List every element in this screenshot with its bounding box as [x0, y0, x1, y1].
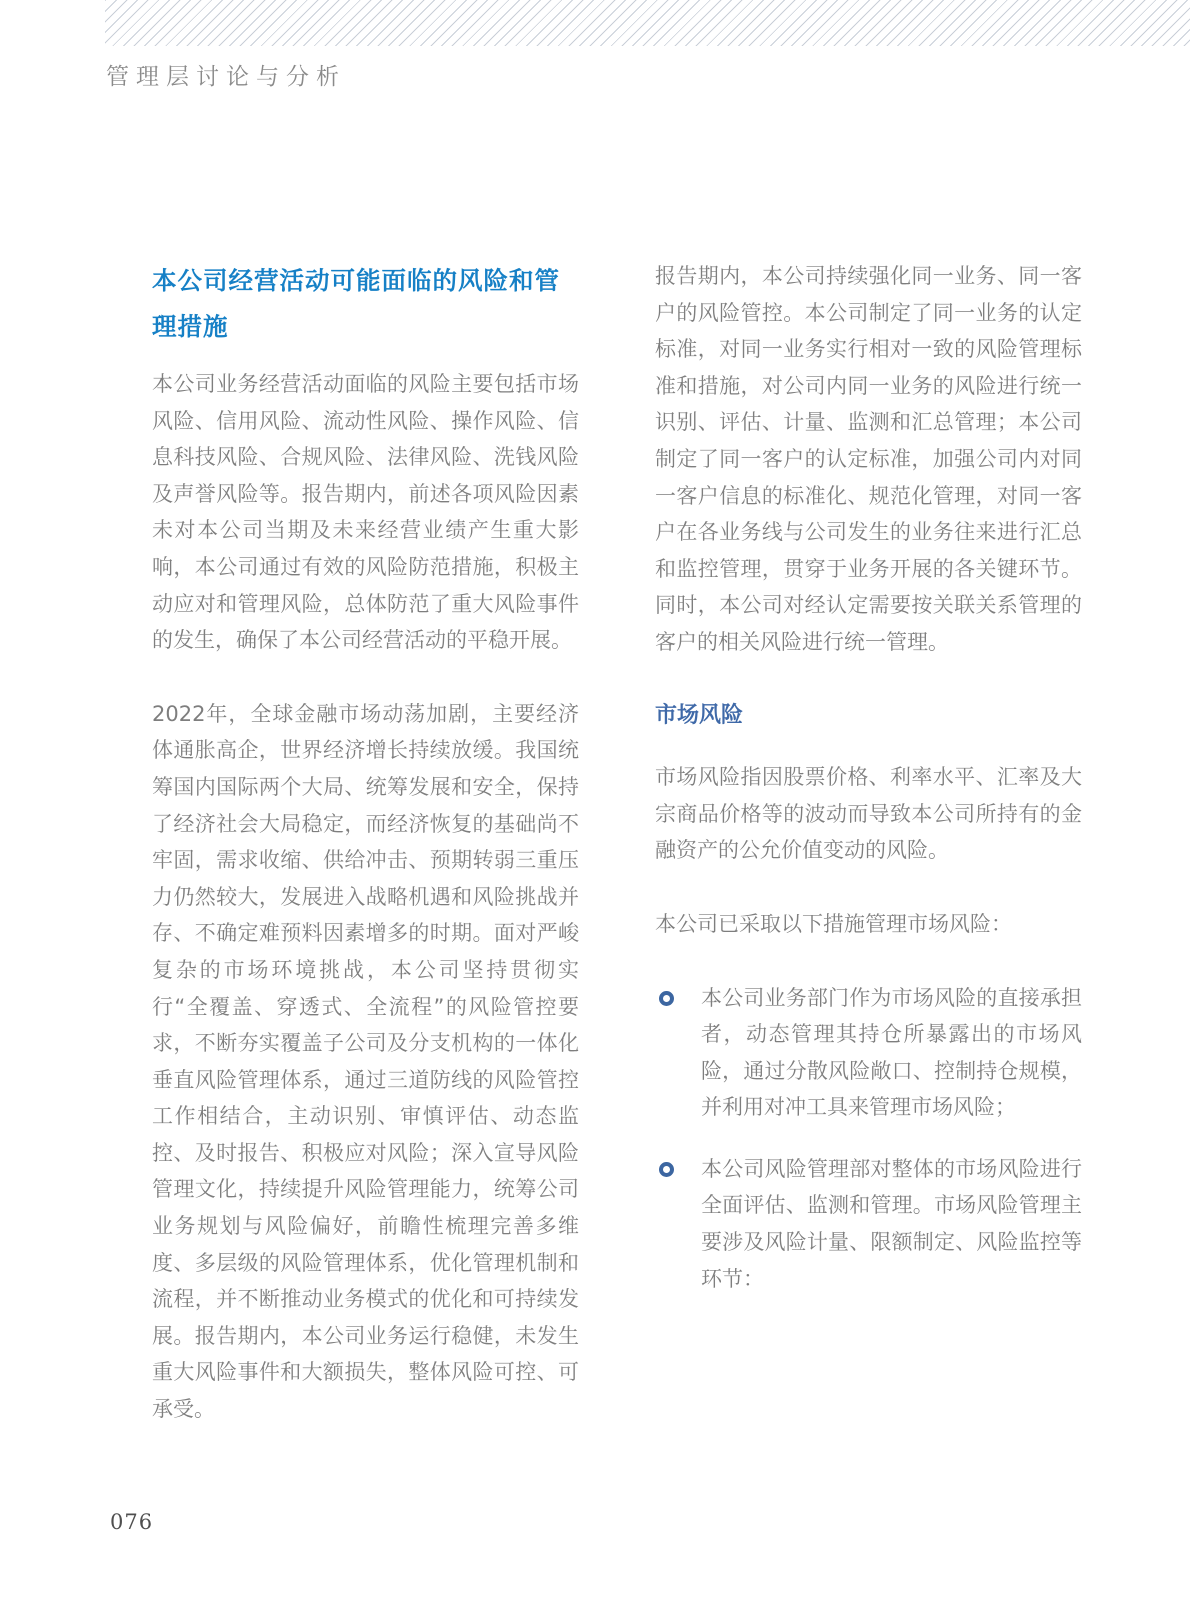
ring-bullet-icon	[659, 1162, 674, 1177]
list-item-text: 本公司风险管理部对整体的市场风险进行全面评估、监测和管理。市场风险管理主要涉及风险计量、限额制定、风险监控等环节：	[701, 1156, 1082, 1291]
list-item	[655, 1151, 1082, 1297]
section-title-risks-and-measures: 本公司经营活动可能面临的风险和管理措施	[152, 266, 560, 341]
right-column	[655, 258, 1082, 1297]
paragraph-2022-environment: 2022年，全球金融市场动荡加剧，主要经济体通胀高企，世界经济增长持续放缓。我国统筹国内国际两个大局、统筹发展和安全，保持了经济社会大局稳定，而经济恢复的基础尚不牢固，需求收缩、供给冲击、预期转弱三重压力仍然较大，发展进入战略机遇和风险挑战并存、不确定难预料因素增多的时期。面对严峻复杂的市场环境挑战，本公司坚持贯彻实行“全覆盖、穿透式、全流程”的风险管控要求，不断夯实覆盖子公司及分支机构的一体化垂直风险管理体系，通过三道防线的风险管控工作相结合，主动识别、审慎评估、动态监控、及时报告、积极应对风险；深入宣导风险管理文化，持续提升风险管理能力，统筹公司业务规划与风险偏好，前瞻性梳理完善多维度、多层级的风险管理体系，优化管理机制和流程，并不断推动业务模式的优化和可持续发展。报告期内，本公司业务运行稳健，未发生重大风险事件和大额损失，整体风险可控、可承受。	[152, 701, 579, 1422]
hatch-decoration	[105, 0, 1190, 46]
subsection-title-market-risk: 市场风险	[655, 702, 744, 728]
list-item	[655, 980, 1082, 1126]
market-risk-measures-list	[655, 980, 1082, 1298]
page-header-title: 管理层讨论与分析	[106, 64, 346, 90]
list-item-text: 本公司业务部门作为市场风险的直接承担者，动态管理其持仓所暴露出的市场风险，通过分散风险敞口、控制持仓规模，并利用对冲工具来管理市场风险；	[701, 985, 1082, 1120]
ring-bullet-icon	[659, 991, 674, 1006]
paragraph-market-risk-definition: 市场风险指因股票价格、利率水平、汇率及大宗商品价格等的波动而导致本公司所持有的金融资产的公允价值变动的风险。	[655, 765, 1082, 863]
paragraph-same-business-same-client: 报告期内，本公司持续强化同一业务、同一客户的风险管控。本公司制定了同一业务的认定标准，对同一业务实行相对一致的风险管理标准和措施，对公司内同一业务的风险进行统一识别、评估、计量、监测和汇总管理；本公司制定了同一客户的认定标准，加强公司内对同一客户信息的标准化、规范化管理，对同一客户在各业务线与公司发生的业务往来进行汇总和监控管理，贯穿于业务开展的各关键环节。同时，本公司对经认定需要按关联关系管理的客户的相关风险进行统一管理。	[655, 264, 1082, 654]
page-number: 076	[110, 1510, 154, 1534]
left-column	[152, 258, 579, 1428]
paragraph-risk-overview: 本公司业务经营活动面临的风险主要包括市场风险、信用风险、流动性风险、操作风险、信息科技风险、合规风险、法律风险、洗钱风险及声誉风险等。报告期内，前述各项风险因素未对本公司当期及未来经营业绩产生重大影响，本公司通过有效的风险防范措施，积极主动应对和管理风险，总体防范了重大风险事件的发生，确保了本公司经营活动的平稳开展。	[152, 372, 579, 653]
paragraph-measures-intro: 本公司已采取以下措施管理市场风险：	[655, 911, 1012, 936]
